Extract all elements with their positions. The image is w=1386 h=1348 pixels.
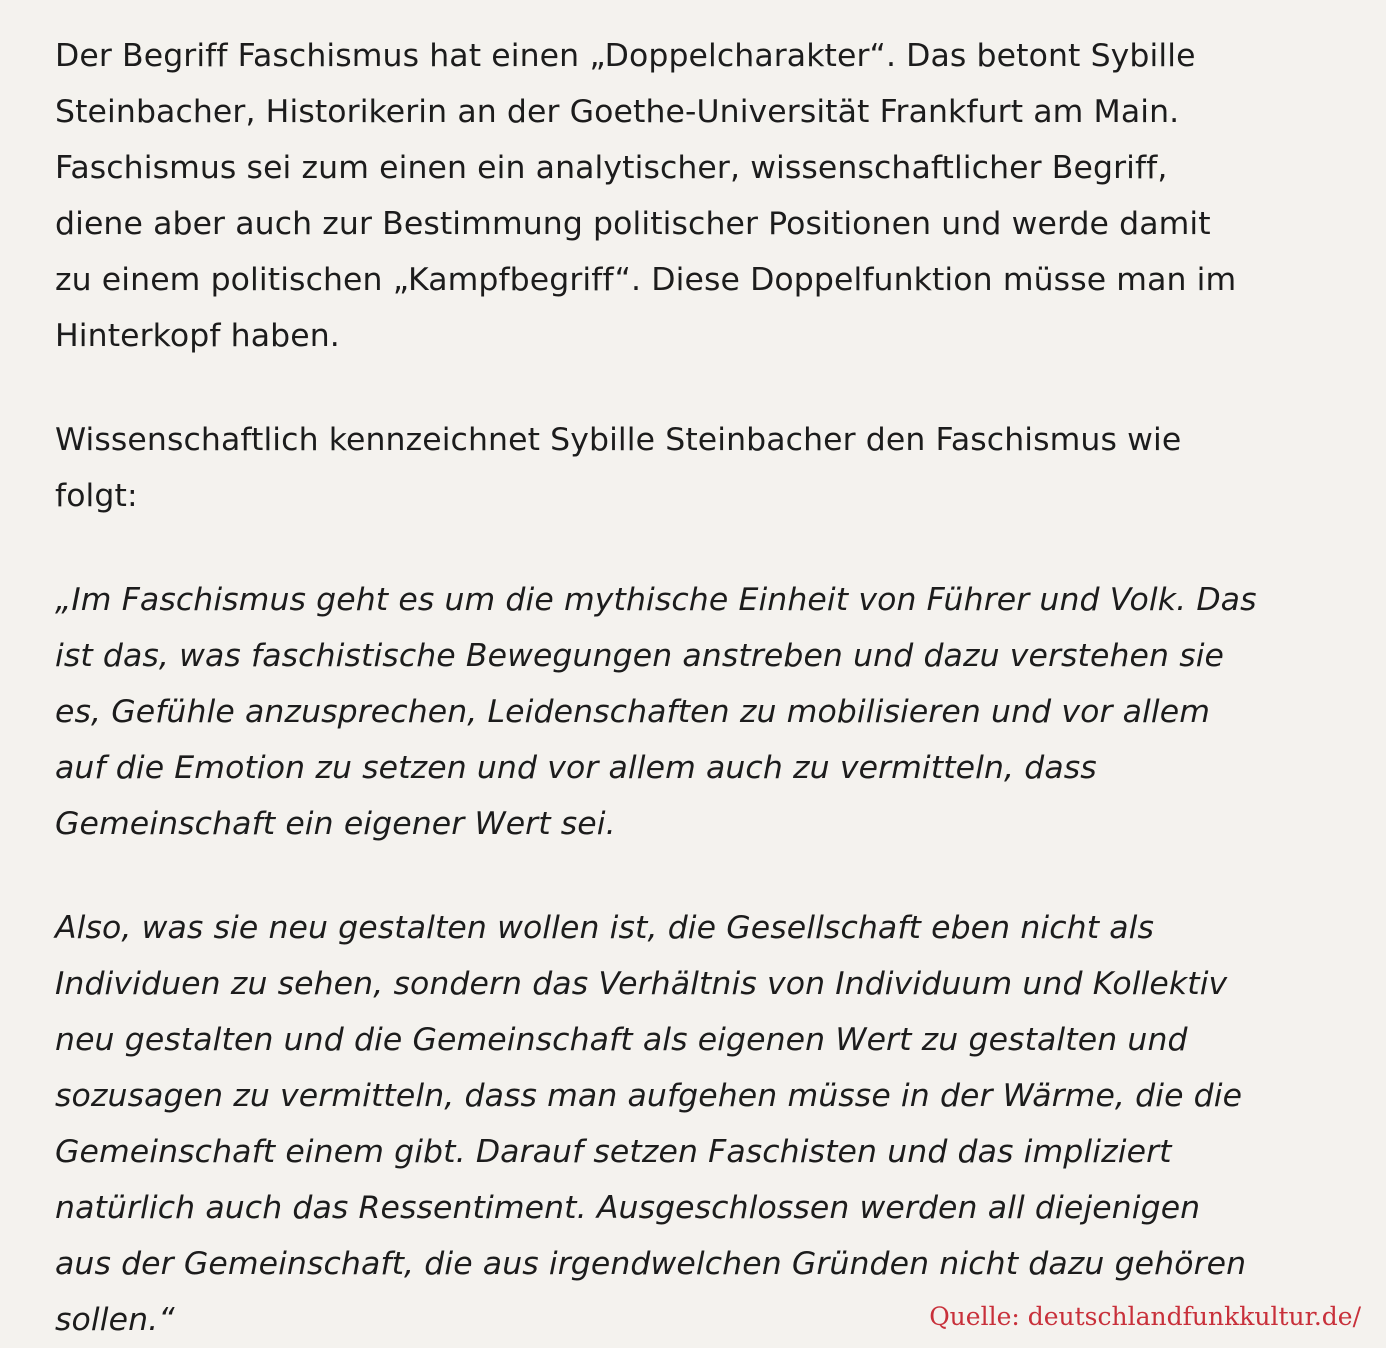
quote-line: natürlich auch das Ressentiment. Ausgeschlossen werden all diejenigen [55, 1190, 1201, 1226]
quote-line: neu gestalten und die Gemeinschaft als eigenen Wert zu gestalten und [55, 1022, 1188, 1058]
article-body [55, 28, 1355, 1348]
quote-line: auf die Emotion zu setzen und vor allem auch zu vermitteln, dass [55, 750, 1097, 786]
quote-line: Gemeinschaft ein eigener Wert sei. [55, 806, 616, 842]
quote-line: ist das, was faschistische Bewegungen anstreben und dazu verstehen sie [55, 638, 1225, 674]
paragraph-intro [55, 28, 1355, 364]
text-line: Wissenschaftlich kennzeichnet Sybille Steinbacher den Faschismus wie [55, 422, 1182, 458]
text-line: Der Begriff Faschismus hat einen „Doppelcharakter“. Das betont Sybille [55, 38, 1196, 74]
source-credit: Quelle: deutschlandfunkkultur.de/ [929, 1302, 1361, 1331]
quote-line: sozusagen zu vermitteln, dass man aufgehen müsse in der Wärme, die die [55, 1078, 1243, 1114]
quote-line: Also, was sie neu gestalten wollen ist, die Gesellschaft eben nicht als [55, 910, 1155, 946]
quote-paragraph-1 [55, 572, 1355, 852]
text-line: Faschismus sei zum einen ein analytischer, wissenschaftlicher Begriff, [55, 150, 1168, 186]
text-line: zu einem politischen „Kampfbegriff“. Diese Doppelfunktion müsse man im [55, 262, 1237, 298]
quote-line: es, Gefühle anzusprechen, Leidenschaften zu mobilisieren und vor allem [55, 694, 1210, 730]
quote-paragraph-2 [55, 900, 1355, 1348]
text-line: diene aber auch zur Bestimmung politischer Positionen und werde damit [55, 206, 1211, 242]
quote-line: sollen.“ [55, 1302, 175, 1338]
quote-line: aus der Gemeinschaft, die aus irgendwelchen Gründen nicht dazu gehören [55, 1246, 1247, 1282]
text-line: Steinbacher, Historikerin an der Goethe-Universität Frankfurt am Main. [55, 94, 1180, 130]
quote-line: Gemeinschaft einem gibt. Darauf setzen Faschisten und das impliziert [55, 1134, 1172, 1170]
paragraph-definition-lead [55, 412, 1355, 524]
text-line: folgt: [55, 478, 138, 514]
quote-line: „Im Faschismus geht es um die mythische Einheit von Führer und Volk. Das [55, 582, 1257, 618]
text-line: Hinterkopf haben. [55, 318, 340, 354]
quote-line: Individuen zu sehen, sondern das Verhältnis von Individuum und Kollektiv [55, 966, 1228, 1002]
